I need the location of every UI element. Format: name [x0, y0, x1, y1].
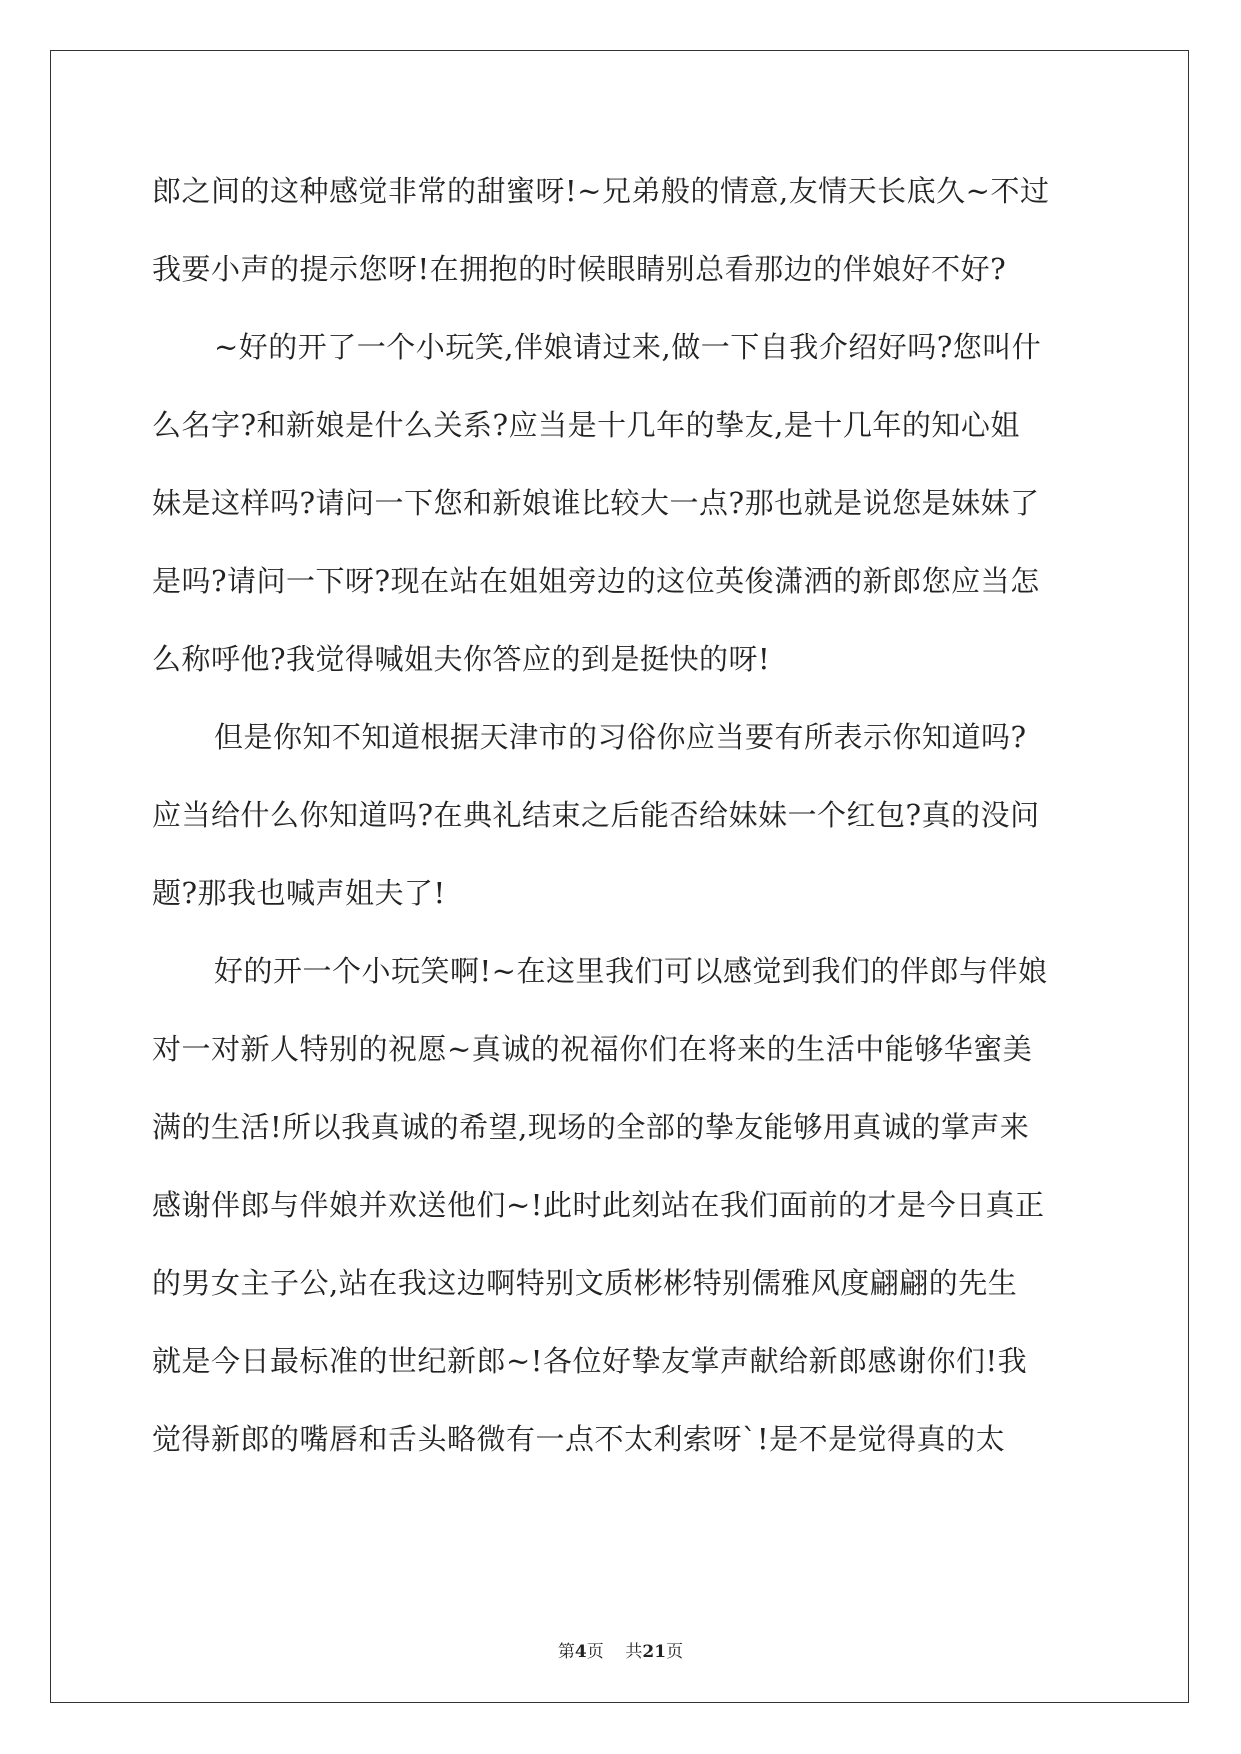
page-prefix: 第 [557, 1642, 575, 1662]
text-line: 题?那我也喊声姐夫了! [152, 876, 446, 910]
text-line: 对一对新人特别的祝愿~真诚的祝福你们在将来的生活中能够华蜜美 [152, 1032, 1033, 1066]
text-line: 但是你知不知道根据天津市的习俗你应当要有所表示你知道吗? [214, 720, 1027, 754]
text-line: 应当给什么你知道吗?在典礼结束之后能否给妹妹一个红包?真的没问 [152, 798, 1040, 832]
text-line: 感谢伴郎与伴娘并欢送他们~!此时此刻站在我们面前的才是今日真正 [152, 1188, 1045, 1222]
text-line: 好的开一个小玩笑啊!~在这里我们可以感觉到我们的伴郎与伴娘 [214, 954, 1048, 988]
text-line: 的男女主子公,站在我这边啊特别文质彬彬特别儒雅风度翩翩的先生 [152, 1266, 1018, 1300]
text-line: 觉得新郎的嘴唇和舌头略微有一点不太利索呀`!是不是觉得真的太 [152, 1422, 1006, 1456]
page-suffix: 页 [586, 1642, 604, 1662]
text-line: 郎之间的这种感觉非常的甜蜜呀!~兄弟般的情意,友情天长底久~不过 [152, 174, 1050, 208]
document-body [152, 160, 1087, 1486]
text-line: 满的生活!所以我真诚的希望,现场的全部的挚友能够用真诚的掌声来 [152, 1110, 1030, 1144]
page-number: 4 [574, 1642, 587, 1662]
text-line: 是吗?请问一下呀?现在站在姐姐旁边的这位英俊潇洒的新郎您应当怎 [152, 564, 1040, 598]
total-suffix: 页 [666, 1642, 684, 1662]
page-footer [0, 1637, 1241, 1662]
text-line: 么称呼他?我觉得喊姐夫你答应的到是挺快的呀! [152, 642, 771, 676]
text-line: 就是今日最标准的世纪新郎~!各位好挚友掌声献给新郎感谢你们!我 [152, 1344, 1028, 1378]
text-line: 妹是这样吗?请问一下您和新娘谁比较大一点?那也就是说您是妹妹了 [152, 486, 1040, 520]
text-line: 么名字?和新娘是什么关系?应当是十几年的挚友,是十几年的知心姐 [152, 408, 1020, 442]
total-pages: 21 [642, 1642, 667, 1662]
text-line: ~好的开了一个小玩笑,伴娘请过来,做一下自我介绍好吗?您叫什 [214, 330, 1042, 364]
text-line: 我要小声的提示您呀!在拥抱的时候眼睛别总看那边的伴娘好不好? [152, 252, 1007, 286]
total-prefix: 共 [625, 1642, 643, 1662]
